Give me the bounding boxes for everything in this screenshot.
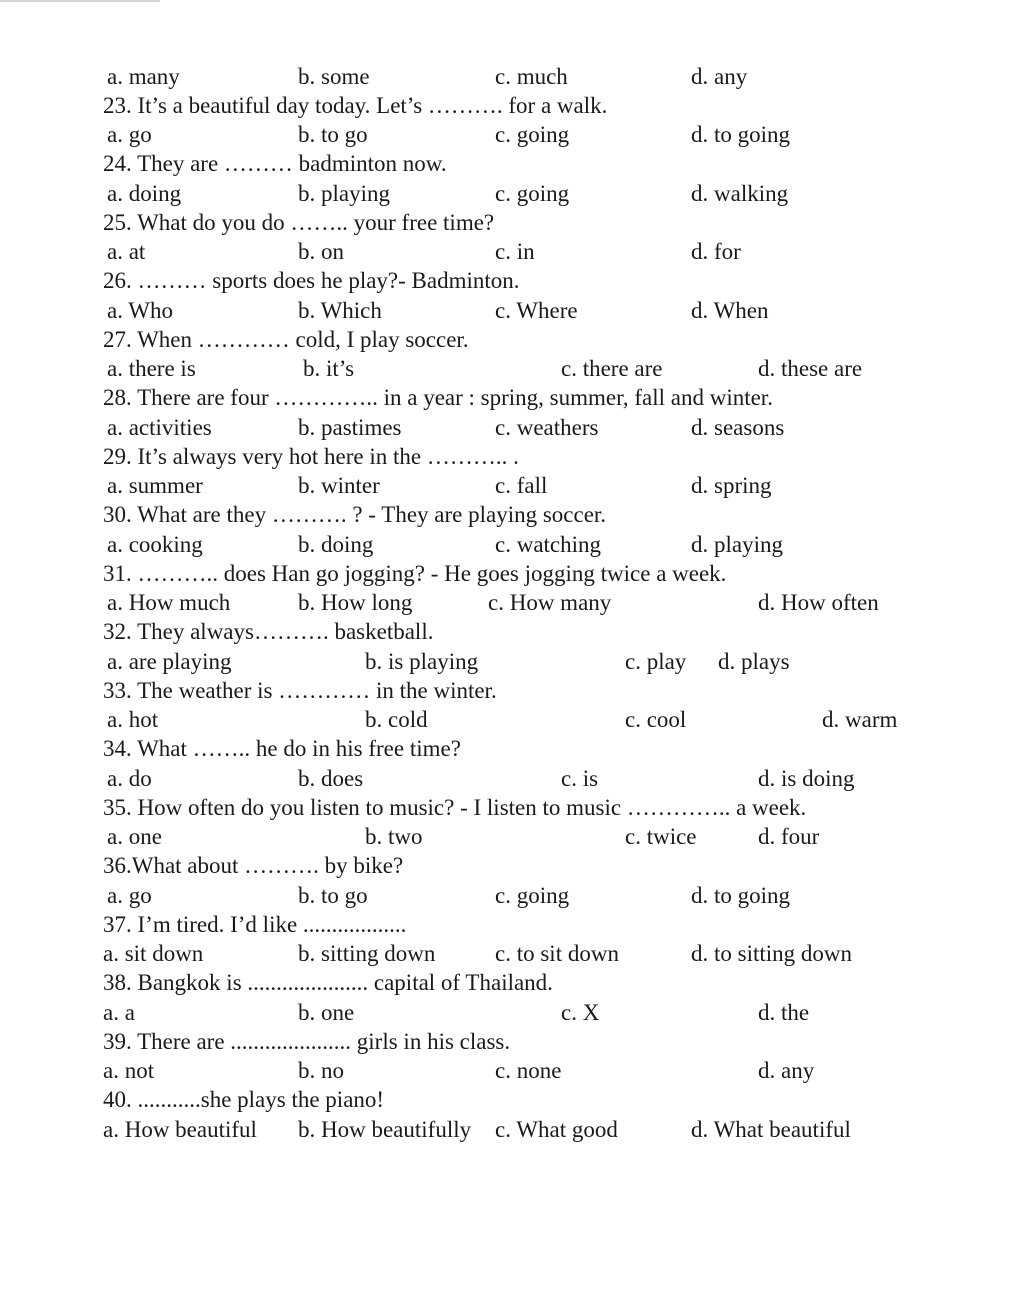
option-c: c. What good bbox=[495, 1117, 618, 1142]
option-a: a. not bbox=[103, 1058, 155, 1083]
question-27 bbox=[0, 325, 1024, 354]
answer-options bbox=[0, 354, 1024, 383]
option-d: d. to going bbox=[691, 883, 791, 908]
option-b: b. doing bbox=[298, 532, 374, 557]
question-34 bbox=[0, 734, 1024, 763]
question-29 bbox=[0, 442, 1024, 471]
answer-options bbox=[0, 62, 1024, 91]
question-text: 36.What about ………. by bike? bbox=[103, 853, 404, 878]
question-26 bbox=[0, 266, 1024, 295]
option-a: a. do bbox=[107, 766, 152, 791]
option-d: d. How often bbox=[758, 590, 879, 615]
answer-options bbox=[0, 179, 1024, 208]
option-a: a. summer bbox=[107, 473, 203, 498]
option-a: a. doing bbox=[107, 181, 182, 206]
option-d: d. walking bbox=[691, 181, 789, 206]
option-a: a. How beautiful bbox=[103, 1117, 257, 1142]
option-b: b. does bbox=[298, 766, 364, 791]
option-c: c. Where bbox=[495, 298, 578, 323]
option-b: b. sitting down bbox=[298, 941, 436, 966]
question-38 bbox=[0, 968, 1024, 997]
question-text: 38. Bangkok is ..................... capital of Thailand. bbox=[103, 970, 553, 995]
question-text: 29. It’s always very hot here in the ……….. . bbox=[103, 444, 519, 469]
option-d: d. four bbox=[758, 824, 820, 849]
option-d: d. spring bbox=[691, 473, 772, 498]
option-a: a. How much bbox=[107, 590, 231, 615]
option-a: a. at bbox=[107, 239, 146, 264]
option-d: d. playing bbox=[691, 532, 783, 557]
answer-options bbox=[0, 237, 1024, 266]
option-a: a. sit down bbox=[103, 941, 204, 966]
option-c: c. X bbox=[561, 1000, 600, 1025]
question-39 bbox=[0, 1027, 1024, 1056]
option-c: c. none bbox=[495, 1058, 562, 1083]
answer-options bbox=[0, 998, 1024, 1027]
option-b: b. to go bbox=[298, 122, 368, 147]
question-40 bbox=[0, 1085, 1024, 1114]
option-c: c. in bbox=[495, 239, 535, 264]
answer-options bbox=[0, 705, 1024, 734]
option-c: c. to sit down bbox=[495, 941, 619, 966]
option-c: c. is bbox=[561, 766, 599, 791]
question-35 bbox=[0, 793, 1024, 822]
answer-options bbox=[0, 764, 1024, 793]
option-a: a. hot bbox=[107, 707, 159, 732]
option-a: a. go bbox=[107, 122, 152, 147]
question-text: 34. What …….. he do in his free time? bbox=[103, 736, 461, 761]
question-37 bbox=[0, 910, 1024, 939]
answer-options bbox=[0, 471, 1024, 500]
answer-options bbox=[0, 413, 1024, 442]
option-c: c. watching bbox=[495, 532, 602, 557]
question-text: 28. There are four ………….. in a year : spring, summer, fall and winter. bbox=[103, 385, 773, 410]
option-b: b. How long bbox=[298, 590, 413, 615]
question-25 bbox=[0, 208, 1024, 237]
option-c: c. twice bbox=[625, 824, 697, 849]
question-text: 40. ...........she plays the piano! bbox=[103, 1087, 385, 1112]
answer-options bbox=[0, 1115, 1024, 1144]
option-d: d. is doing bbox=[758, 766, 855, 791]
option-d: d. What beautiful bbox=[691, 1117, 851, 1142]
option-d: d. any bbox=[758, 1058, 815, 1083]
question-text: 39. There are ..................... girls in his class. bbox=[103, 1029, 511, 1054]
answer-options bbox=[0, 296, 1024, 325]
option-b: b. is playing bbox=[365, 649, 479, 674]
option-b: b. on bbox=[298, 239, 344, 264]
option-d: d. for bbox=[691, 239, 741, 264]
option-b: b. playing bbox=[298, 181, 390, 206]
option-d: d. warm bbox=[822, 707, 898, 732]
option-a: a. one bbox=[107, 824, 162, 849]
question-text: 30. What are they ………. ? - They are playing soccer. bbox=[103, 502, 607, 527]
question-text: 23. It’s a beautiful day today. Let’s ………. for a walk. bbox=[103, 93, 608, 118]
option-d: d. to sitting down bbox=[691, 941, 853, 966]
option-d: d. any bbox=[691, 64, 748, 89]
question-text: 25. What do you do …….. your free time? bbox=[103, 210, 495, 235]
option-d: d. seasons bbox=[691, 415, 785, 440]
option-c: c. there are bbox=[561, 356, 663, 381]
option-c: c. How many bbox=[488, 590, 612, 615]
question-text: 35. How often do you listen to music? - I listen to music ………….. a week. bbox=[103, 795, 807, 820]
option-b: b. no bbox=[298, 1058, 344, 1083]
option-c: c. cool bbox=[625, 707, 687, 732]
option-b: b. pastimes bbox=[298, 415, 402, 440]
answer-options bbox=[0, 939, 1024, 968]
answer-options bbox=[0, 647, 1024, 676]
question-text: 26. ……… sports does he play?- Badminton. bbox=[103, 268, 520, 293]
option-b: b. to go bbox=[298, 883, 368, 908]
option-a: a. are playing bbox=[107, 649, 232, 674]
question-text: 32. They always………. basketball. bbox=[103, 619, 434, 644]
answer-options bbox=[0, 822, 1024, 851]
option-a: a. Who bbox=[107, 298, 174, 323]
option-c: c. going bbox=[495, 181, 570, 206]
option-d: d. plays bbox=[718, 649, 790, 674]
question-23 bbox=[0, 91, 1024, 120]
question-30 bbox=[0, 500, 1024, 529]
question-text: 31. ……….. does Han go jogging? - He goes jogging twice a week. bbox=[103, 561, 727, 586]
question-24 bbox=[0, 149, 1024, 178]
option-c: c. weathers bbox=[495, 415, 599, 440]
question-32 bbox=[0, 617, 1024, 646]
option-c: c. much bbox=[495, 64, 568, 89]
option-b: b. How beautifully bbox=[298, 1117, 472, 1142]
option-b: b. one bbox=[298, 1000, 355, 1025]
option-a: a. there is bbox=[107, 356, 196, 381]
option-d: d. the bbox=[758, 1000, 810, 1025]
answer-options bbox=[0, 1056, 1024, 1085]
option-b: b. it’s bbox=[303, 356, 355, 381]
option-c: c. going bbox=[495, 883, 570, 908]
option-d: d. to going bbox=[691, 122, 791, 147]
option-b: b. Which bbox=[298, 298, 382, 323]
option-a: a. cooking bbox=[107, 532, 203, 557]
question-text: 24. They are ……… badminton now. bbox=[103, 151, 447, 176]
question-text: 37. I’m tired. I’d like .................. bbox=[103, 912, 407, 937]
question-31 bbox=[0, 559, 1024, 588]
option-c: c. fall bbox=[495, 473, 548, 498]
answer-options bbox=[0, 120, 1024, 149]
option-c: c. play bbox=[625, 649, 687, 674]
option-d: d. When bbox=[691, 298, 769, 323]
question-36 bbox=[0, 851, 1024, 880]
option-a: a. a bbox=[103, 1000, 135, 1025]
question-28 bbox=[0, 383, 1024, 412]
option-d: d. these are bbox=[758, 356, 863, 381]
answer-options bbox=[0, 588, 1024, 617]
answer-options bbox=[0, 881, 1024, 910]
option-a: a. go bbox=[107, 883, 152, 908]
option-b: b. two bbox=[365, 824, 423, 849]
option-b: b. some bbox=[298, 64, 370, 89]
option-a: a. activities bbox=[107, 415, 212, 440]
option-a: a. many bbox=[107, 64, 180, 89]
question-text: 27. When ………… cold, I play soccer. bbox=[103, 327, 469, 352]
question-text: 33. The weather is ………… in the winter. bbox=[103, 678, 497, 703]
option-b: b. winter bbox=[298, 473, 380, 498]
option-b: b. cold bbox=[365, 707, 428, 732]
question-33 bbox=[0, 676, 1024, 705]
answer-options bbox=[0, 530, 1024, 559]
option-c: c. going bbox=[495, 122, 570, 147]
